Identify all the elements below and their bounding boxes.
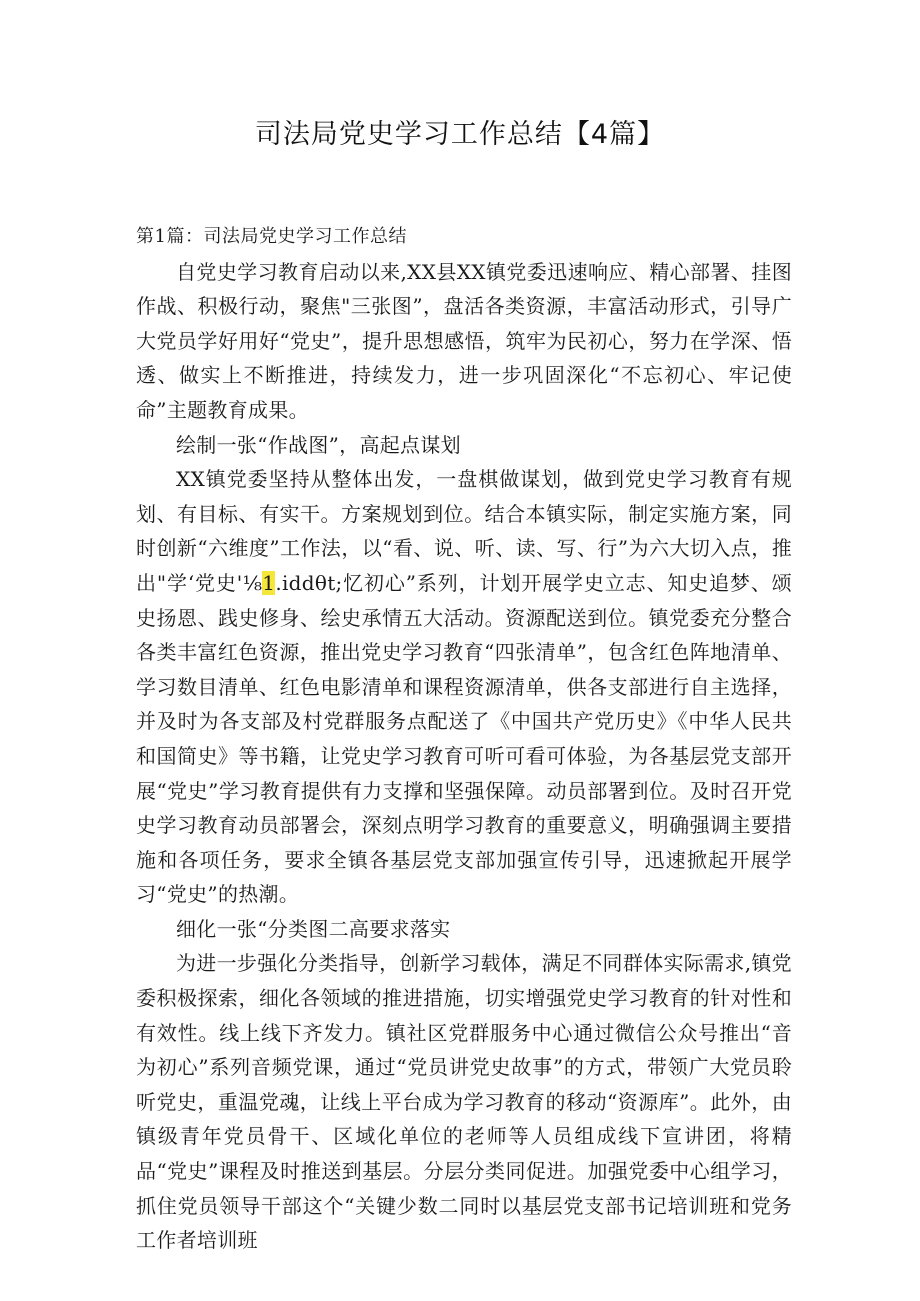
paragraph-intro: 自党史学习教育启动以来,XX县XX镇党委迅速响应、精心部署、挂图作战、积极行动，聚焦"三张图”，盘活各类资源，丰富活动形式，引导广大党员学好用好“党史”，提升思想感悟，筑牢为民初心，努力在学深、悟透、做实上不断推进，持续发力，进一步巩固深化“不忘初心、牢记使命”主题教育成果。 [136, 259, 792, 422]
subheading-battle-map: 绘制一张“作战图”，高起点谋划 [176, 432, 461, 457]
document-title: 司法局党史学习工作总结【4篇】 [254, 119, 666, 150]
paragraph-planning [136, 462, 792, 912]
paragraph-planning-part2: .iddθt;忆初心”系列，计划开展学史立志、知史追梦、颂史扬恩、践史修身、绘史承情五大活动。资源配送到位。镇党委充分整合各类丰富红色资源，推出党史学习教育“四张清单”，包含红色阵地清单、学习数目清单、红色电影清单和课程资源清单，供各支部进行自主选择，并及时为各支部及村党群服务点配送了《中国共产党历史》《中华人民共和国简史》等书籍，让党史学习教育可听可看可体验，为各基层党支部开展“党史”学习教育提供有力支撑和坚强保障。动员部署到位。及时召开党史学习教育动员部署会，深刻点明学习教育的重要意义，明确强调主要措施和各项任务，要求全镇各基层党支部加强宣传引导，迅速掀起开展学习“党史”的热潮。 [136, 570, 792, 907]
section-heading: 第1篇：司法局党史学习工作总结 [136, 226, 407, 247]
document-body [136, 220, 792, 1258]
paragraph-planning-part1: XX镇党委坚持从整体出发，一盘棋做谋划，做到党史学习教育有规划、有目标、有实干。方案规划到位。结合本镇实际，制定实施方案，同时创新“六维度”工作法，以“看、说、听、读、写、行”为六大切入点，推出"学‘党史'⅛ [136, 467, 792, 595]
subheading-classification-map: 细化一张“分类图二高要求落实 [176, 916, 451, 941]
paragraph-classification: 为进一步强化分类指导，创新学习载体，满足不同群体实际需求,镇党委积极探索，细化各领域的推进措施，切实增强党史学习教育的针对性和有效性。线上线下齐发力。镇社区党群服务中心通过微信公众号推出“音为初心”系列音频党课，通过“党员讲党史故事”的方式，带领广大党员聆听党史，重温党魂，让线上平台成为学习教育的移动“资源库”。此外，由镇级青年党员骨干、区域化单位的老师等人员组成线下宣讲团，将精品“党史”课程及时推送到基层。分层分类同促进。加强党委中心组学习，抓住党员领导干部这个“关键少数二同时以基层党支部书记培训班和党务工作者培训班 [136, 951, 792, 1253]
highlighted-text: 1 [262, 570, 276, 595]
